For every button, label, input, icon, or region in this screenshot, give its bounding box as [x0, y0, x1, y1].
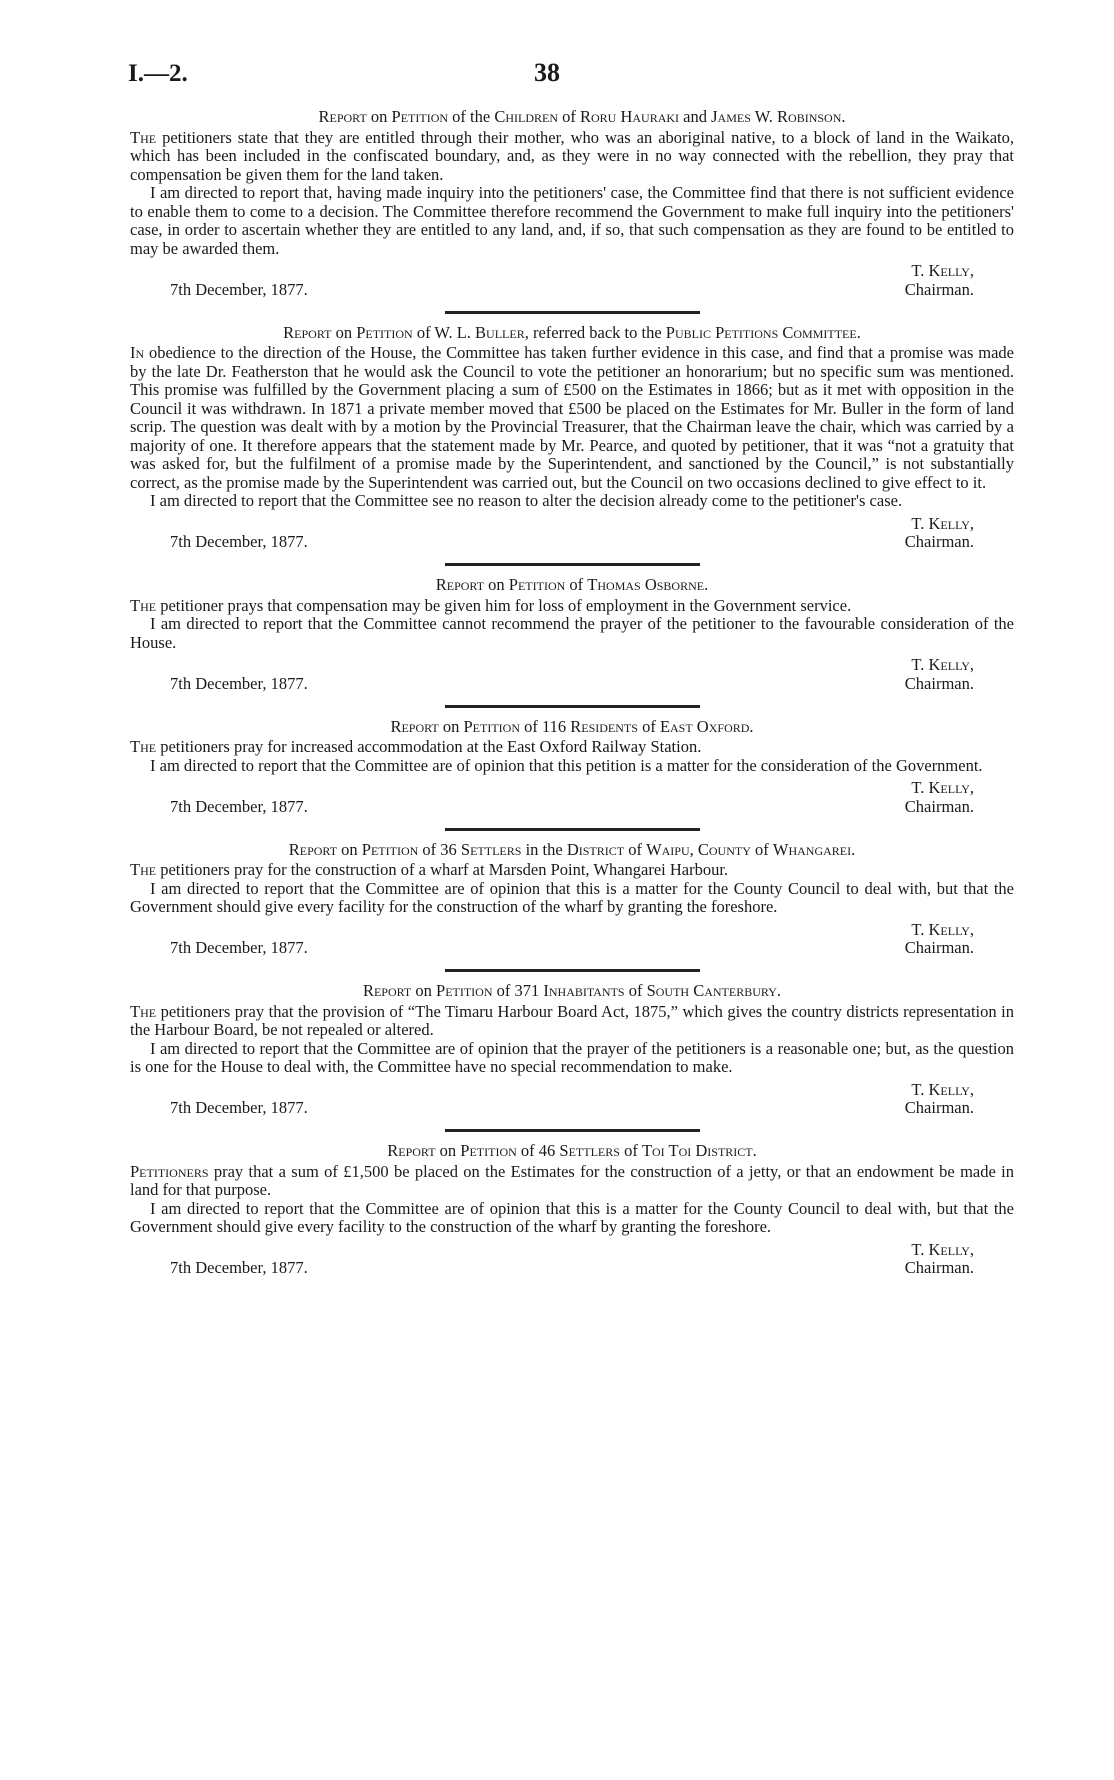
signature-row	[130, 533, 1014, 553]
signature-row	[130, 675, 1014, 695]
chairman-name: T. Kelly,	[911, 655, 974, 674]
paragraph-text: petitioners pray for increased accommodation at the East Oxford Railway Station.	[156, 737, 702, 756]
petition-summary	[130, 861, 1014, 880]
committee-finding	[130, 880, 1014, 917]
report-title-part: of	[565, 575, 588, 594]
report-title-part: on	[337, 839, 362, 859]
chairman-role: Chairman.	[904, 673, 974, 693]
lead-word: The	[130, 860, 157, 879]
chairman-name: T. Kelly,	[911, 261, 974, 280]
paragraph-text: I am directed to report that the Committee are of opinion that the prayer of the petitioners is a reasonable one; but, as the question is one for the House to deal with, the Committee have no special recommendation to make.	[130, 1038, 1014, 1076]
report-title-part: Petition	[361, 839, 419, 859]
report-title-part: Petition	[391, 107, 449, 126]
report-title-part: of 371	[492, 981, 544, 1000]
lead-word: The	[130, 595, 157, 615]
report-date: 7th December, 1877.	[170, 279, 308, 299]
chairman-role: Chairman.	[904, 938, 974, 957]
report-title-part: Petition	[436, 981, 493, 1000]
report-title-part: Report	[283, 322, 332, 342]
report-title-part: South Canterbury	[646, 981, 777, 1000]
report-title-part: Report	[390, 716, 439, 736]
signature-row	[130, 798, 1014, 818]
report-list	[130, 108, 1014, 1279]
report-section	[130, 576, 1014, 695]
committee-finding	[130, 615, 1014, 652]
report-title-part: County	[697, 839, 751, 859]
report-title-part: and	[679, 107, 712, 126]
report-title-part: of	[637, 716, 660, 736]
chairman-role: Chairman.	[904, 532, 974, 551]
series-number: I.—2.	[128, 60, 188, 87]
report-title-part: .	[856, 322, 861, 342]
committee-finding	[130, 1040, 1014, 1077]
paragraph-text: I am directed to report that the Committee are of opinion that this petition is a matter for the consideration of the Government.	[150, 755, 983, 775]
report-title-part: Report	[435, 575, 485, 594]
lead-word: The	[130, 127, 157, 147]
report-title-part: Settlers	[460, 839, 522, 859]
paragraph-text: obedience to the direction of the House, the Committee has taken further evidence in this case, and find that a promise was made by the late Dr. Featherston that he would ask the Council to vote the petitioner an honorarium; but no specific sum was mentioned. This promise was fulfilled by the Government placing a sum of £500 on the Estimates in 1866; but as it met with opposition in the Council it was withdrawn. In 1871 a private member moved that £500 be placed on the Estimates for Mr. Buller in the form of land scrip. The question was dealt with by a motion by the Provincial Treasurer, that the Chairman leave the chair, which was carried by a majority of one. It therefore appears that the statement made by Mr. Pearce, and quoted by petitioner, that it was “not a gratuity that was asked for, but the fulfilment of a promise made by the Superintendent, and sanctioned by the Council,” is not substantially correct, as the promise made by the Superintendent was carried out, but the Council on two occasions declined to give effect to it.	[130, 343, 1014, 492]
paragraph-text: I am directed to report that the Committee see no reason to alter the decision already come to the petitioner's case.	[150, 491, 903, 510]
chairman-name: T. Kelly,	[911, 778, 974, 797]
report-section	[130, 841, 1014, 960]
report-title-part: .	[776, 981, 782, 1000]
report-title-part: Public Petitions Committee	[665, 322, 857, 342]
report-title-part: , referred back to the	[524, 322, 666, 342]
section-divider	[445, 311, 700, 314]
report-title-part: Petition	[460, 1141, 517, 1160]
report-title-part: of	[750, 839, 773, 859]
paragraph-text: petitioner prays that compensation may be given him for loss of employment in the Government service.	[156, 595, 852, 615]
report-title-part: Settlers	[559, 1141, 620, 1160]
report-title-part: in the	[521, 839, 567, 859]
report-date: 7th December, 1877.	[170, 673, 308, 693]
chairman-name: T. Kelly,	[911, 919, 974, 939]
report-title-part: Report	[288, 839, 338, 859]
report-title-part: Report	[387, 1141, 436, 1160]
report-section	[130, 1142, 1014, 1279]
chairman-role: Chairman.	[904, 279, 974, 299]
report-title-part: Children	[494, 107, 558, 126]
paragraph-text: petitioners state that they are entitled through their mother, who was an aboriginal native, to a block of land in the Waikato, which has been included in the confiscated boundary, and, as they were in no way connected with the rebellion, they pray that compensation be given them for the land taken.	[130, 127, 1014, 184]
paragraph-text: I am directed to report that the Committee are of opinion that this is a matter for the County Council to deal with, but that the Government should give every facility to the construction of the wharf by granting the foreshore.	[130, 1198, 1014, 1236]
petition-summary	[130, 1163, 1014, 1200]
report-title	[130, 1142, 1014, 1161]
report-title-part: of	[624, 839, 647, 859]
report-title-part: Buller	[475, 322, 525, 342]
report-date: 7th December, 1877.	[170, 938, 308, 957]
report-section	[130, 982, 1014, 1119]
section-divider	[445, 705, 700, 708]
report-title-part: Thomas Osborne	[587, 575, 705, 594]
report-title-part: on	[366, 107, 392, 126]
report-section	[130, 718, 1014, 818]
report-title-part: James W. Robinson	[711, 107, 842, 126]
chairman-name: T. Kelly,	[911, 513, 974, 533]
chairman-name: T. Kelly,	[911, 1239, 974, 1259]
lead-word: Petitioners	[130, 1161, 209, 1181]
committee-finding	[130, 184, 1014, 258]
report-title-part: District	[566, 839, 625, 859]
report-title-part: on	[411, 981, 437, 1000]
paragraph-text: pray that a sum of £1,500 be placed on the Estimates for the construction of a jetty, or that an endowment be made in land for that purpose.	[130, 1161, 1014, 1199]
chairman-role: Chairman.	[904, 1098, 974, 1117]
report-title-part: of the	[448, 107, 495, 126]
report-title-part: Petition	[508, 575, 566, 594]
report-title-part: on	[438, 716, 464, 736]
report-date: 7th December, 1877.	[170, 1098, 308, 1117]
report-title-part: Inhabitants	[543, 981, 625, 1000]
report-title-part: .	[752, 1141, 757, 1160]
report-title	[130, 982, 1014, 1001]
report-title-part: .	[851, 839, 856, 859]
paragraph-text: I am directed to report that the Committee cannot recommend the prayer of the petitioner to the favourable consideration of the House.	[130, 614, 1014, 652]
lead-word: The	[130, 1001, 157, 1021]
report-title	[130, 718, 1014, 737]
report-title	[130, 324, 1014, 343]
report-title-part: of	[619, 1141, 642, 1160]
chairman-role: Chairman.	[904, 1258, 974, 1277]
report-date: 7th December, 1877.	[170, 1258, 308, 1277]
committee-finding	[130, 757, 1014, 776]
paragraph-text: petitioners pray that the provision of “The Timaru Harbour Board Act, 1875,” which gives the country districts representation in the Harbour Board, be not repealed or altered.	[130, 1001, 1014, 1039]
report-title	[150, 108, 1014, 127]
report-title-part: Petition	[463, 716, 520, 736]
report-section	[130, 324, 1014, 554]
report-title-part: East Oxford	[659, 716, 750, 736]
report-title-part: ,	[689, 839, 698, 859]
paragraph-text: I am directed to report that, having made inquiry into the petitioners' case, the Committee find that there is not sufficient evidence to enable them to come to a decision. The Committee therefore recommend the Government to make full inquiry into the petitioners' case, in order to ascertain whether they are entitled to any land, and, if so, that such compensation as they are found to be entitled to may be awarded them.	[130, 183, 1014, 258]
signature-row	[130, 939, 1014, 959]
report-title-part: Roru Hauraki	[580, 107, 680, 126]
report-title-part: Report	[362, 981, 412, 1000]
signature-row	[130, 1259, 1014, 1279]
report-title	[130, 841, 1014, 860]
report-title-part: Residents	[570, 716, 638, 736]
report-title-part: on	[484, 575, 509, 594]
report-date: 7th December, 1877.	[170, 796, 308, 816]
petition-summary	[130, 738, 1014, 757]
page-number: 38	[534, 58, 560, 87]
reports-body	[130, 108, 1014, 1279]
petition-summary	[130, 1003, 1014, 1040]
committee-finding	[130, 492, 1014, 511]
report-title-part: .	[841, 107, 846, 126]
report-title-part: of 46	[516, 1141, 560, 1160]
paragraph-text: petitioners pray for the construction of a wharf at Marsden Point, Whangarei Harbour.	[156, 860, 729, 879]
report-title-part: Toi Toi District	[641, 1141, 753, 1160]
signature-row	[130, 281, 1014, 301]
report-title-part: Petition	[356, 322, 413, 342]
committee-finding	[130, 1200, 1014, 1237]
report-title-part: on	[331, 322, 357, 342]
report-title-part: of	[558, 107, 580, 126]
report-date: 7th December, 1877.	[170, 532, 308, 551]
report-section	[130, 108, 1014, 301]
section-divider	[445, 1129, 700, 1132]
section-divider	[445, 563, 700, 566]
report-title-part: of W. L.	[412, 322, 476, 342]
report-title-part: .	[749, 716, 754, 736]
report-title	[130, 576, 1014, 595]
report-title-part: of 36	[418, 839, 461, 859]
petition-summary	[130, 129, 1014, 185]
report-title-part: of 116	[520, 716, 571, 736]
signature-row	[130, 1099, 1014, 1119]
lead-word: In	[130, 343, 145, 362]
report-title-part: Waipu	[646, 839, 690, 859]
chairman-role: Chairman.	[904, 796, 974, 816]
petition-summary	[130, 597, 1014, 616]
lead-word: The	[130, 737, 157, 756]
report-title-part: of	[624, 981, 647, 1000]
paragraph-text: I am directed to report that the Committee are of opinion that this is a matter for the County Council to deal with, but that the Government should give every facility for the construction of the wharf by granting the foreshore.	[130, 878, 1014, 916]
report-title-part: .	[704, 575, 709, 594]
report-title-part: Report	[318, 107, 367, 126]
petition-summary	[130, 344, 1014, 492]
report-title-part: Whangarei	[772, 839, 852, 859]
report-title-part: on	[435, 1141, 461, 1160]
chairman-name: T. Kelly,	[911, 1079, 974, 1099]
section-divider	[445, 828, 700, 831]
section-divider	[445, 969, 700, 972]
